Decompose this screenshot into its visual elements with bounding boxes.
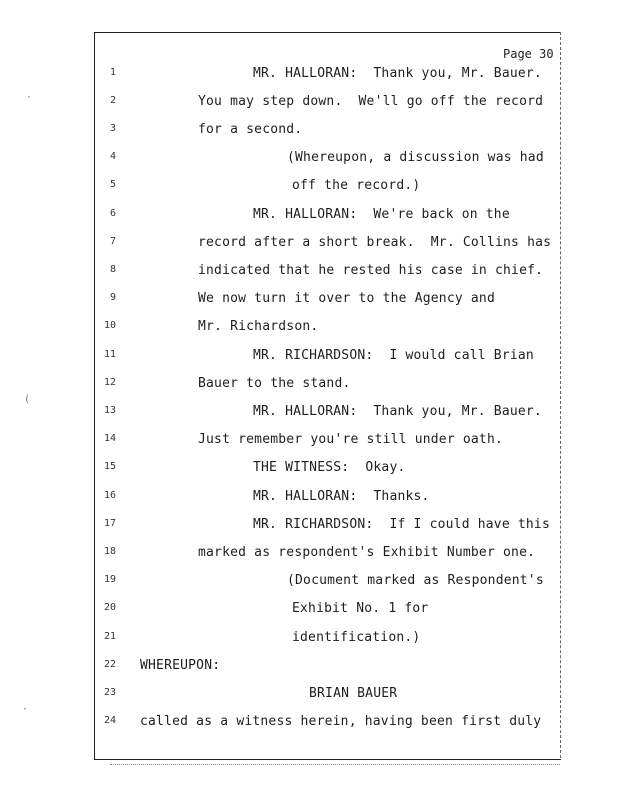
margin-speck: (: [24, 394, 31, 405]
line-number: 8: [109, 264, 116, 275]
transcript-line: MR. HALLORAN: Thank you, Mr. Bauer.: [253, 404, 542, 419]
transcript-line: identification.): [292, 630, 421, 645]
transcript-line: MR. HALLORAN: Thanks.: [253, 489, 430, 504]
transcript-line: (Whereupon, a discussion was had: [287, 150, 544, 165]
transcript-line: Mr. Richardson.: [198, 319, 319, 334]
line-number: 4: [109, 151, 116, 162]
line-number: 23: [103, 687, 116, 698]
transcript-line: Just remember you're still under oath.: [198, 432, 504, 447]
line-number: 6: [109, 208, 116, 219]
transcript-line: marked as respondent's Exhibit Number one.: [198, 545, 536, 560]
transcript-page-frame: [94, 32, 561, 760]
line-number: 14: [103, 433, 116, 444]
line-number: 7: [109, 236, 116, 247]
line-number: 20: [103, 602, 116, 613]
transcript-line: indicated that he rested his case in chief.: [198, 263, 544, 278]
line-number: 15: [103, 461, 116, 472]
line-number: 12: [103, 377, 116, 388]
transcript-line: off the record.): [292, 178, 421, 193]
line-number: 11: [103, 349, 116, 360]
transcript-line: MR. RICHARDSON: I would call Brian: [253, 348, 534, 363]
transcript-line: called as a witness herein, having been first duly: [140, 714, 542, 729]
transcript-line: MR. RICHARDSON: If I could have this: [253, 517, 550, 532]
transcript-line: (Document marked as Respondent's: [287, 573, 544, 588]
transcript-line: MR. HALLORAN: We're back on the: [253, 207, 510, 222]
transcript-line: BRIAN BAUER: [309, 686, 398, 701]
line-number: 5: [109, 179, 116, 190]
page-right-rule: [560, 32, 561, 758]
line-number: 2: [109, 95, 116, 106]
line-number: 21: [103, 631, 116, 642]
transcript-line: WHEREUPON:: [140, 658, 221, 673]
line-number: 9: [109, 292, 116, 303]
margin-speck: ·: [26, 92, 33, 103]
line-number: 10: [103, 320, 116, 331]
line-number: 24: [103, 715, 116, 726]
page-number: Page 30: [503, 47, 554, 61]
line-number: 22: [103, 659, 116, 670]
line-number: 17: [103, 518, 116, 529]
transcript-line: We now turn it over to the Agency and: [198, 291, 495, 306]
line-number: 19: [103, 574, 116, 585]
transcript-line: MR. HALLORAN: Thank you, Mr. Bauer.: [253, 66, 542, 81]
transcript-line: THE WITNESS: Okay.: [253, 460, 406, 475]
line-number: 1: [109, 67, 116, 78]
footer-rule: [110, 764, 560, 768]
line-number: 18: [103, 546, 116, 557]
transcript-line: Bauer to the stand.: [198, 376, 351, 391]
transcript-line: record after a short break. Mr. Collins has: [198, 235, 552, 250]
margin-speck: ·: [22, 704, 29, 715]
line-number: 3: [109, 123, 116, 134]
line-number: 13: [103, 405, 116, 416]
transcript-line: for a second.: [198, 122, 303, 137]
transcript-line: Exhibit No. 1 for: [292, 601, 429, 616]
transcript-line: You may step down. We'll go off the record: [198, 94, 544, 109]
line-number: 16: [103, 490, 116, 501]
